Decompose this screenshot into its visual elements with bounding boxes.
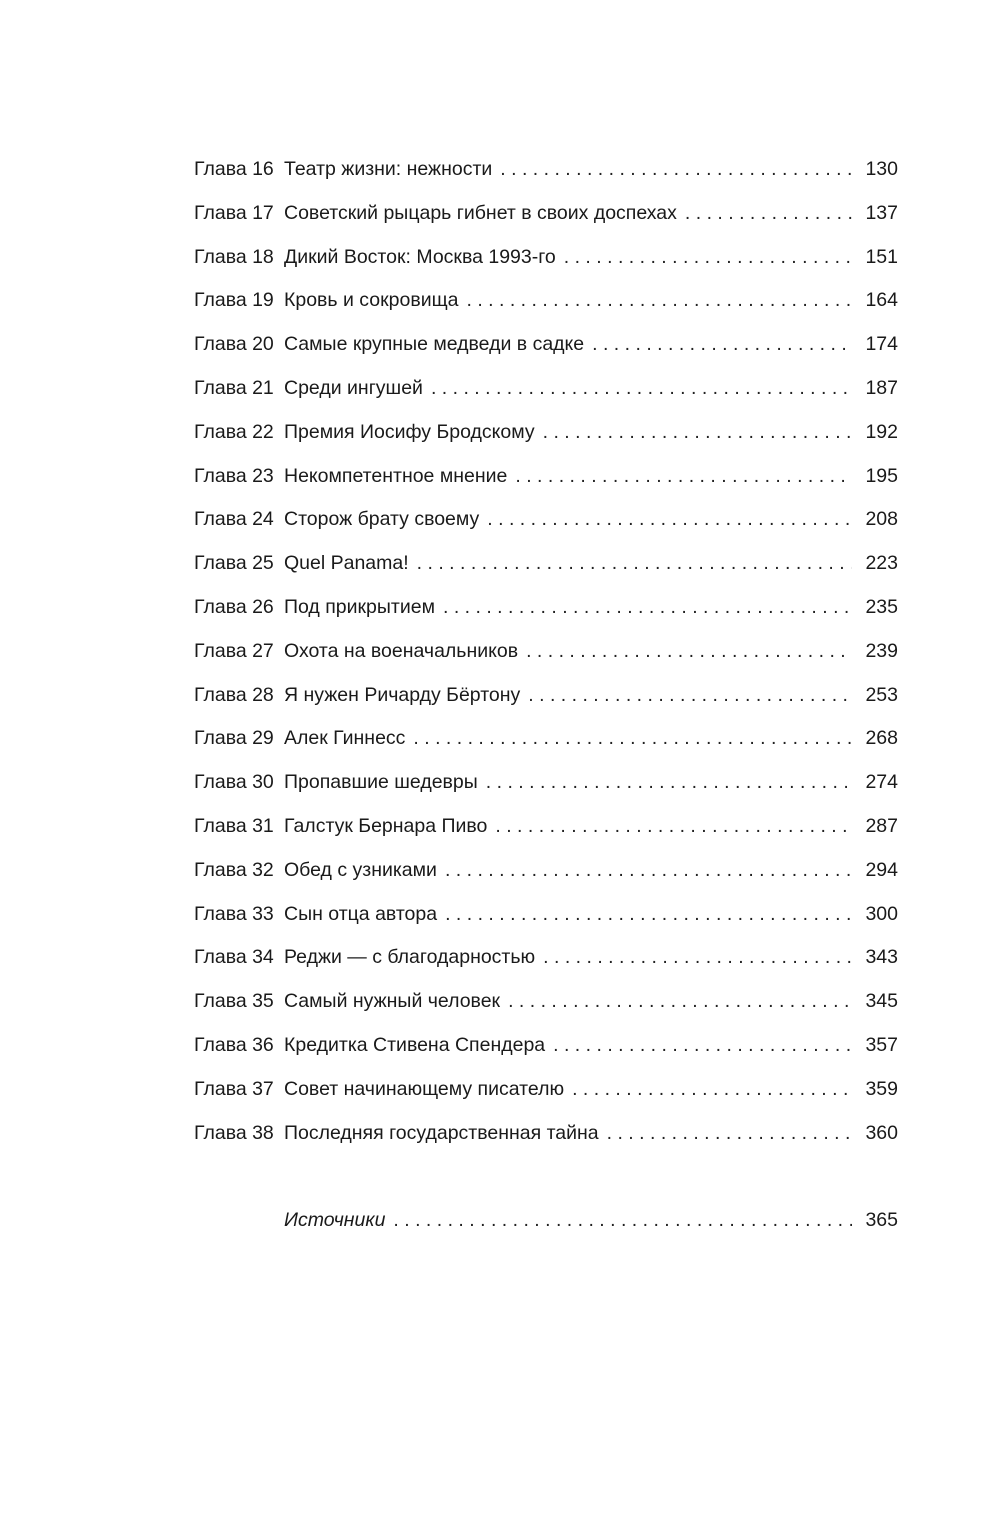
chapter-label: Глава 37 xyxy=(194,1077,274,1100)
chapter-title: Советский рыцарь гибнет в своих доспехах xyxy=(284,201,677,224)
chapter-label: Глава 23 xyxy=(194,464,274,487)
dot-leader xyxy=(445,893,852,937)
chapter-label: Глава 26 xyxy=(194,595,274,618)
table-of-contents xyxy=(194,148,898,1155)
page-number: 274 xyxy=(865,771,898,794)
page-number: 174 xyxy=(865,333,898,356)
toc-entry[interactable] xyxy=(194,323,898,367)
chapter-label: Глава 36 xyxy=(194,1033,274,1056)
page-number: 253 xyxy=(865,683,898,706)
chapter-title: Самый нужный человек xyxy=(284,990,501,1013)
chapter-title: Обед с узниками xyxy=(284,858,437,881)
chapter-title: Самые крупные медведи в садке xyxy=(284,333,585,356)
chapter-label: Глава 32 xyxy=(194,858,274,881)
page-number: 235 xyxy=(865,595,898,618)
chapter-label: Глава 19 xyxy=(194,289,274,312)
dot-leader xyxy=(526,630,852,674)
chapter-label: Глава 21 xyxy=(194,376,274,399)
page-number: 223 xyxy=(865,552,898,575)
toc-entry[interactable] xyxy=(194,717,898,761)
chapter-title: Реджи — с благодарностью xyxy=(284,946,536,969)
page-number: 287 xyxy=(865,814,898,837)
page-number: 268 xyxy=(865,727,898,750)
chapter-title: Последняя государственная тайна xyxy=(284,1121,599,1144)
page-number: 345 xyxy=(865,990,898,1013)
dot-leader xyxy=(543,936,852,980)
page-number: 137 xyxy=(865,201,898,224)
chapter-title: Я нужен Ричарду Бёртону xyxy=(284,683,521,706)
toc-entry[interactable] xyxy=(194,148,898,192)
chapter-title: Дикий Восток: Москва 1993-го xyxy=(284,245,556,268)
toc-entry[interactable] xyxy=(194,455,898,499)
chapter-label: Глава 22 xyxy=(194,420,274,443)
page-number: 130 xyxy=(865,158,898,180)
page-number: 187 xyxy=(865,376,898,399)
chapter-label: Глава 35 xyxy=(194,990,274,1013)
page-number: 195 xyxy=(865,464,898,487)
toc-entry[interactable] xyxy=(194,1112,898,1156)
chapter-label: Глава 25 xyxy=(194,552,274,575)
toc-entry[interactable] xyxy=(194,1024,898,1068)
dot-leader xyxy=(495,805,852,849)
toc-entry[interactable] xyxy=(194,411,898,455)
dot-leader xyxy=(445,849,852,893)
chapter-label: Глава 38 xyxy=(194,1121,274,1144)
dot-leader xyxy=(592,323,852,367)
page-number: 359 xyxy=(865,1077,898,1100)
toc-entry[interactable] xyxy=(194,279,898,323)
dot-leader xyxy=(413,717,852,761)
toc-entry[interactable] xyxy=(194,236,898,280)
chapter-label: Глава 34 xyxy=(194,946,274,969)
toc-entry[interactable] xyxy=(194,936,898,980)
dot-leader xyxy=(553,1024,852,1068)
dot-leader xyxy=(487,498,852,542)
chapter-title: Алек Гиннесс xyxy=(284,727,406,750)
dot-leader xyxy=(543,411,852,455)
dot-leader xyxy=(500,148,852,192)
dot-leader xyxy=(466,279,852,323)
chapter-title: Под прикрытием xyxy=(284,595,435,618)
page-number: 300 xyxy=(865,902,898,925)
chapter-title: Пропавшие шедевры xyxy=(284,771,478,794)
toc-entry[interactable] xyxy=(194,761,898,805)
toc-entry[interactable] xyxy=(194,586,898,630)
sources-title: Источники xyxy=(284,1209,386,1231)
toc-entry[interactable] xyxy=(194,674,898,718)
chapter-label: Глава 27 xyxy=(194,639,274,662)
page-number: 294 xyxy=(865,858,898,881)
toc-entry[interactable] xyxy=(194,542,898,586)
dot-leader xyxy=(572,1068,852,1112)
chapter-title: Сторож брату своему xyxy=(284,508,480,531)
page-number: 365 xyxy=(865,1209,898,1231)
chapter-title: Кредитка Стивена Спендера xyxy=(284,1033,546,1056)
chapter-label: Глава 30 xyxy=(194,771,274,794)
dot-leader xyxy=(607,1112,852,1156)
chapter-title: Охота на военачальников xyxy=(284,639,519,662)
chapter-label: Глава 20 xyxy=(194,333,274,356)
chapter-title: Театр жизни: нежности xyxy=(284,158,493,180)
chapter-title: Quel Panama! xyxy=(284,552,409,575)
chapter-title: Премия Иосифу Бродскому xyxy=(284,420,535,443)
toc-entry[interactable] xyxy=(194,192,898,236)
chapter-title: Сын отца автора xyxy=(284,902,438,925)
page-number: 343 xyxy=(865,946,898,969)
chapter-label: Глава 29 xyxy=(194,727,274,750)
page-number: 164 xyxy=(865,289,898,312)
dot-leader xyxy=(417,542,852,586)
chapter-title: Совет начинающему писателю xyxy=(284,1077,565,1100)
chapter-label: Глава 28 xyxy=(194,683,274,706)
page-number: 151 xyxy=(865,245,898,268)
toc-entry[interactable] xyxy=(194,893,898,937)
dot-leader xyxy=(393,1199,852,1243)
dot-leader xyxy=(685,192,852,236)
toc-entry[interactable] xyxy=(194,498,898,542)
dot-leader xyxy=(528,674,852,718)
chapter-label: Глава 16 xyxy=(194,158,274,180)
toc-entry[interactable] xyxy=(194,849,898,893)
dot-leader xyxy=(515,455,852,499)
page-number: 208 xyxy=(865,508,898,531)
dot-leader xyxy=(564,236,852,280)
dot-leader xyxy=(443,586,852,630)
toc-entry[interactable] xyxy=(194,630,898,674)
dot-leader xyxy=(508,980,852,1024)
chapter-title: Среди ингушей xyxy=(284,376,423,399)
toc-entry-sources[interactable] xyxy=(194,1199,898,1243)
page-number: 357 xyxy=(865,1033,898,1056)
toc-entry[interactable] xyxy=(194,367,898,411)
page-number: 239 xyxy=(865,639,898,662)
chapter-title: Некомпетентное мнение xyxy=(284,464,508,487)
toc-entry[interactable] xyxy=(194,805,898,849)
chapter-title: Кровь и сокровища xyxy=(284,289,459,312)
toc-entry[interactable] xyxy=(194,980,898,1024)
dot-leader xyxy=(486,761,852,805)
chapter-title: Галстук Бернара Пиво xyxy=(284,814,488,837)
chapter-label: Глава 17 xyxy=(194,201,274,224)
page-number: 192 xyxy=(865,420,898,443)
chapter-label: Глава 18 xyxy=(194,245,274,268)
chapter-label: Глава 24 xyxy=(194,508,274,531)
chapter-label: Глава 33 xyxy=(194,902,274,925)
dot-leader xyxy=(431,367,852,411)
toc-entry[interactable] xyxy=(194,1068,898,1112)
page-number: 360 xyxy=(865,1121,898,1144)
chapter-label: Глава 31 xyxy=(194,814,274,837)
